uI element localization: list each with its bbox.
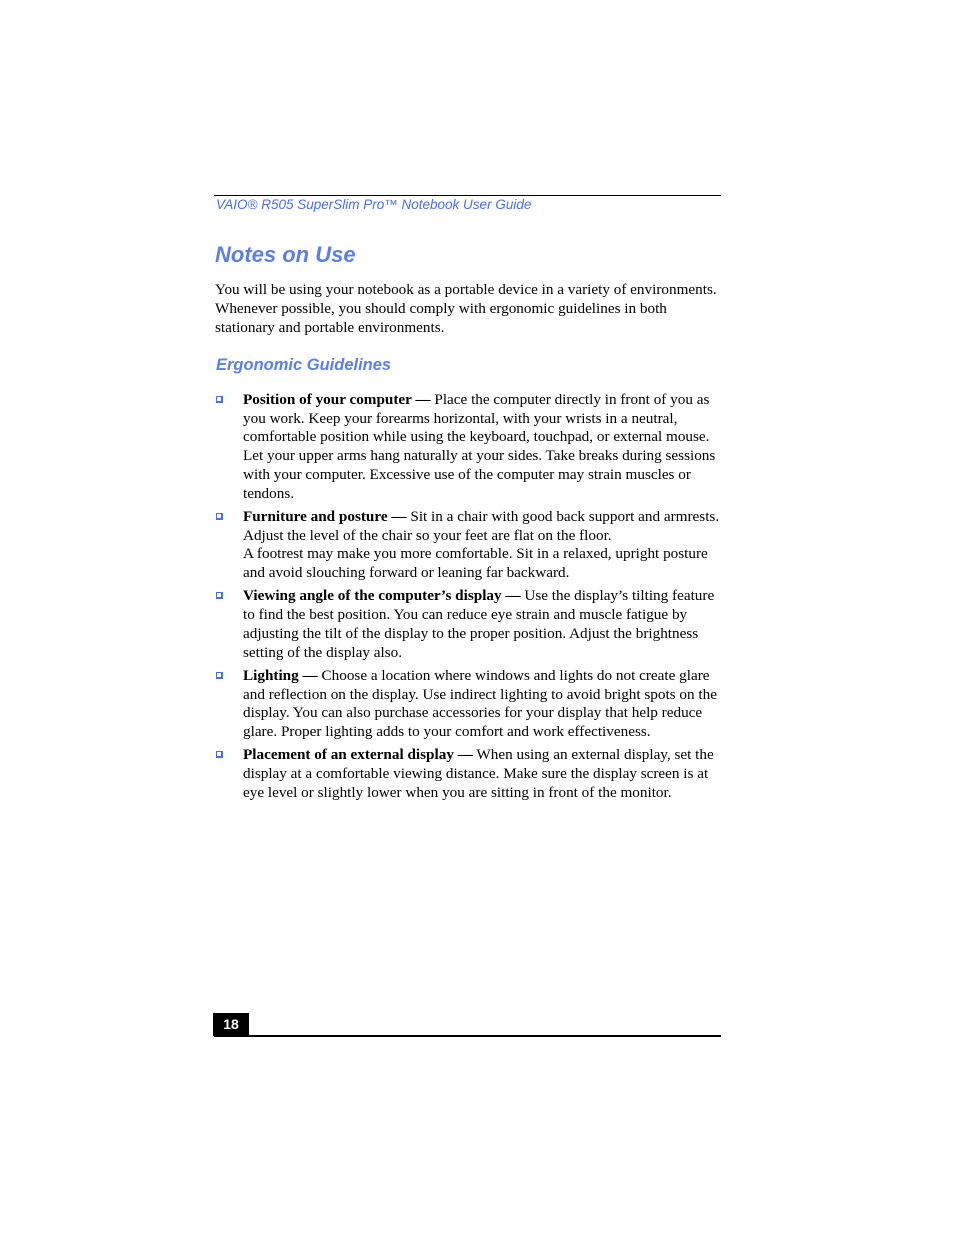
- running-header: VAIO® R505 SuperSlim Pro™ Notebook User Guide: [216, 197, 532, 212]
- guideline-text: Choose a location where windows and lights do not create glare and reflection on the display. Use indirect lighting to avoid bright spots on the display. You can also purchase accessories for your display that help reduce glare. Proper lighting adds to your comfort and work effectiveness.: [243, 666, 717, 741]
- checkbox-bullet-icon: [216, 672, 223, 679]
- guideline-term: Lighting —: [243, 666, 318, 684]
- checkbox-bullet-icon: [216, 396, 223, 403]
- guideline-external-display: [215, 746, 723, 802]
- guideline-term: Position of your computer —: [243, 391, 431, 408]
- guideline-term: Placement of an external display —: [243, 746, 473, 764]
- guideline-viewing-angle: [215, 587, 723, 662]
- guideline-furniture: [215, 508, 723, 583]
- footer-rule: [214, 1035, 721, 1037]
- guideline-lighting: [215, 667, 723, 742]
- intro-paragraph: You will be using your notebook as a portable device in a variety of environments. Whenever possible, you should comply with ergonomic guidelines in both stationary and portable environments.: [215, 281, 717, 336]
- guideline-text: Sit in a chair with good back support and armrests. Adjust the level of the chair so your feet are flat on the floor.: [243, 507, 720, 544]
- guideline-position: [215, 391, 723, 503]
- header-rule: [214, 195, 721, 196]
- checkbox-bullet-icon: [216, 513, 223, 520]
- section-title: Notes on Use: [215, 242, 356, 267]
- checkbox-bullet-icon: [216, 751, 223, 758]
- guideline-term: Viewing angle of the computer’s display —: [243, 587, 521, 605]
- page-number: 18: [213, 1013, 249, 1036]
- guideline-text: Place the computer directly in front of you as you work. Keep your forearms horizontal, with your wrists in a neutral, comfortable position while using the keyboard, touchpad, or external mouse. Let your upper arms hang naturally at your sides. Take breaks during sessions with your computer. Excessive use of the computer may strain muscles or tendons.: [243, 391, 716, 502]
- guidelines-list: [215, 391, 723, 807]
- guideline-term: Furniture and posture —: [243, 507, 407, 525]
- checkbox-bullet-icon: [216, 592, 223, 599]
- subsection-title: Ergonomic Guidelines: [216, 356, 392, 374]
- guideline-text: Use the display’s tilting feature to find the best position. You can reduce eye strain and muscle fatigue by adjusting the tilt of the display to the proper position. Adjust the brightness setting of the display also.: [243, 587, 715, 661]
- guideline-text-continued: A footrest may make you more comfortable. Sit in a relaxed, upright posture and avoid slouching forward or leaning far backward.: [243, 545, 708, 582]
- guideline-text: When using an external display, set the display at a comfortable viewing distance. Make sure the display screen is at eye level or slightly lower when you are sitting in front of the monitor.: [243, 746, 714, 801]
